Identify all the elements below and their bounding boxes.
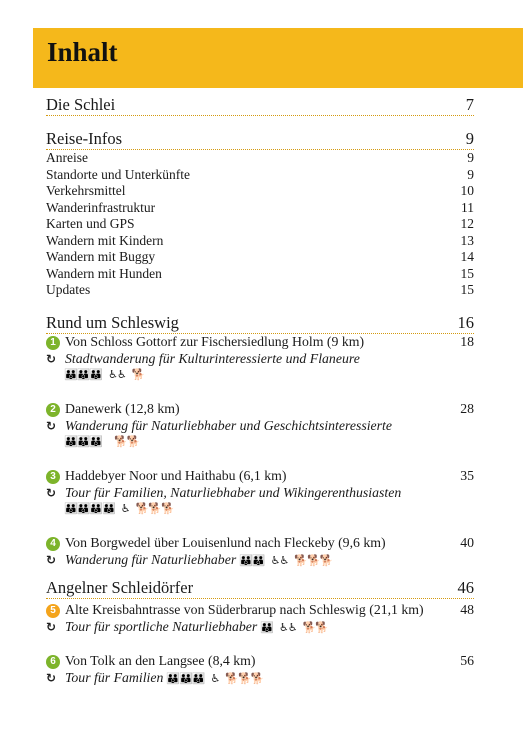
section-title: Rund um Schleswig — [46, 313, 179, 332]
section-page: 16 — [457, 313, 474, 332]
item-label: Wandern mit Hunden — [46, 265, 162, 281]
section-angelner-schleidoerfer[interactable] — [46, 576, 474, 599]
round-trip-icon: ↻ — [46, 553, 57, 567]
item-page: 15 — [460, 265, 474, 281]
round-trip-icon: ↻ — [46, 671, 57, 685]
dog-rating-icon: 🐕🐕 — [114, 435, 140, 448]
toc-item-verkehrsmittel[interactable] — [46, 183, 474, 199]
tour-title: Danewerk (12,8 km) — [65, 401, 180, 416]
item-label: Wandern mit Buggy — [46, 249, 156, 264]
tour-3-entry[interactable] — [46, 467, 474, 485]
tour-page: 28 — [460, 401, 474, 416]
buggy-rating-icon: ♿♿ — [278, 621, 297, 634]
item-label: Wanderinfrastruktur — [46, 199, 156, 215]
tour-number-badge: 3 — [46, 470, 60, 484]
toc-item-wanderinfrastruktur[interactable] — [46, 200, 474, 216]
round-trip-icon: ↻ — [46, 620, 57, 634]
tour-subtitle: Stadtwanderung für Kulturinteressierte und Flaneure — [65, 351, 360, 366]
tour-page: 40 — [460, 535, 474, 550]
tour-6-rating-icons — [166, 672, 269, 685]
section-die-schlei[interactable] — [46, 93, 474, 116]
item-page: 9 — [467, 166, 474, 182]
tour-4-rating-icons — [239, 554, 338, 567]
tour-5-subtitle-row — [46, 618, 474, 636]
toc-item-hunden[interactable] — [46, 266, 474, 282]
buggy-rating-icon: ♿♿ — [270, 554, 289, 567]
family-rating-icon: 👪👪👪 — [64, 435, 103, 448]
section-page: 46 — [457, 578, 474, 597]
dog-rating-icon: 🐕🐕🐕 — [294, 554, 333, 567]
tour-subtitle: Wanderung für Naturliebhaber — [65, 552, 237, 567]
round-trip-icon: ↻ — [46, 352, 57, 366]
item-page: 12 — [460, 216, 474, 231]
buggy-rating-icon: ♿♿ — [108, 368, 126, 381]
tour-page: 18 — [460, 334, 474, 349]
tour-3-rating-icons — [64, 502, 180, 516]
header-bar — [33, 28, 523, 88]
tour-number-badge: 2 — [46, 403, 60, 417]
tour-1-subtitle-row — [46, 350, 474, 368]
tour-1-rating-icons — [64, 368, 151, 382]
tour-page: 48 — [460, 602, 474, 617]
toc-item-kindern[interactable] — [46, 233, 474, 249]
tour-number-badge: 4 — [46, 537, 60, 551]
item-label: Verkehrsmittel — [46, 183, 126, 198]
tour-subtitle: Tour für Familien — [65, 670, 164, 685]
item-label: Wandern mit Kindern — [46, 232, 164, 248]
tour-title: Von Schloss Gottorf zur Fischersiedlung Holm (9 km) — [65, 334, 365, 349]
section-title: Reise-Infos — [46, 129, 123, 148]
dog-rating-icon: 🐕🐕🐕 — [135, 502, 174, 515]
item-page: 15 — [460, 282, 474, 297]
buggy-rating-icon: ♿ — [120, 502, 130, 515]
tour-title: Alte Kreisbahntrasse von Süderbrarup nach Schleswig (21,1 km) — [65, 602, 424, 617]
tour-5-entry[interactable] — [46, 601, 474, 619]
section-title: Die Schlei — [46, 95, 116, 114]
toc-item-updates[interactable] — [46, 282, 474, 298]
tour-1-entry[interactable] — [46, 333, 474, 351]
dog-rating-icon: 🐕 — [131, 368, 145, 381]
page-title: Inhalt — [47, 37, 118, 67]
tour-page: 35 — [460, 468, 474, 483]
section-rund-um-schleswig[interactable] — [46, 311, 474, 334]
tour-number-badge: 1 — [46, 336, 60, 350]
family-rating-icon: 👪👪👪👪 — [64, 502, 115, 515]
tour-number-badge: 6 — [46, 655, 60, 669]
family-rating-icon: 👪👪👪 — [64, 368, 103, 381]
tour-6-entry[interactable] — [46, 652, 474, 670]
section-page: 7 — [465, 95, 474, 114]
item-label: Updates — [46, 282, 91, 297]
tour-subtitle: Wanderung für Naturliebhaber und Geschichtsinteressierte — [65, 418, 393, 433]
item-page: 10 — [460, 183, 474, 198]
item-label: Standorte und Unterkünfte — [46, 166, 190, 182]
tour-5-rating-icons — [260, 621, 334, 634]
tour-4-entry[interactable] — [46, 534, 474, 552]
section-page: 9 — [465, 129, 474, 148]
round-trip-icon: ↻ — [46, 419, 57, 433]
item-label: Anreise — [46, 150, 88, 165]
item-page: 14 — [460, 249, 474, 264]
item-page: 11 — [461, 199, 474, 215]
section-title: Angelner Schleidörfer — [46, 578, 194, 597]
tour-title: Haddebyer Noor und Haithabu (6,1 km) — [65, 468, 287, 483]
family-rating-icon: 👪 — [260, 621, 273, 634]
dog-rating-icon: 🐕🐕 — [302, 621, 329, 634]
tour-title: Von Borgwedel über Louisenlund nach Fleckeby (9,6 km) — [65, 535, 386, 550]
toc-item-buggy[interactable] — [46, 249, 474, 265]
family-rating-icon: 👪👪👪 — [166, 672, 205, 685]
toc-item-anreise[interactable] — [46, 150, 474, 166]
family-rating-icon: 👪👪 — [239, 554, 265, 567]
tour-2-rating-icons — [64, 435, 146, 449]
tour-subtitle: Tour für Familien, Naturliebhaber und Wikingerenthusiasten — [65, 485, 402, 500]
tour-title: Von Tolk an den Langsee (8,4 km) — [65, 653, 256, 668]
tour-6-subtitle-row — [46, 669, 474, 687]
toc-item-karten[interactable] — [46, 216, 474, 232]
tour-3-subtitle-row — [46, 484, 474, 502]
item-page: 13 — [460, 232, 474, 248]
tour-page: 56 — [460, 653, 474, 668]
round-trip-icon: ↻ — [46, 486, 57, 500]
tour-2-subtitle-row — [46, 417, 474, 435]
tour-4-subtitle-row — [46, 551, 474, 569]
item-label: Karten und GPS — [46, 216, 135, 231]
item-page: 9 — [467, 150, 474, 165]
buggy-rating-icon: ♿ — [210, 672, 220, 685]
section-reise-infos[interactable] — [46, 127, 474, 150]
tour-number-badge: 5 — [46, 604, 60, 618]
dog-rating-icon: 🐕🐕🐕 — [225, 672, 264, 685]
toc-item-standorte[interactable] — [46, 167, 474, 183]
tour-subtitle: Tour für sportliche Naturliebhaber — [65, 619, 258, 634]
tour-2-entry[interactable] — [46, 400, 474, 418]
